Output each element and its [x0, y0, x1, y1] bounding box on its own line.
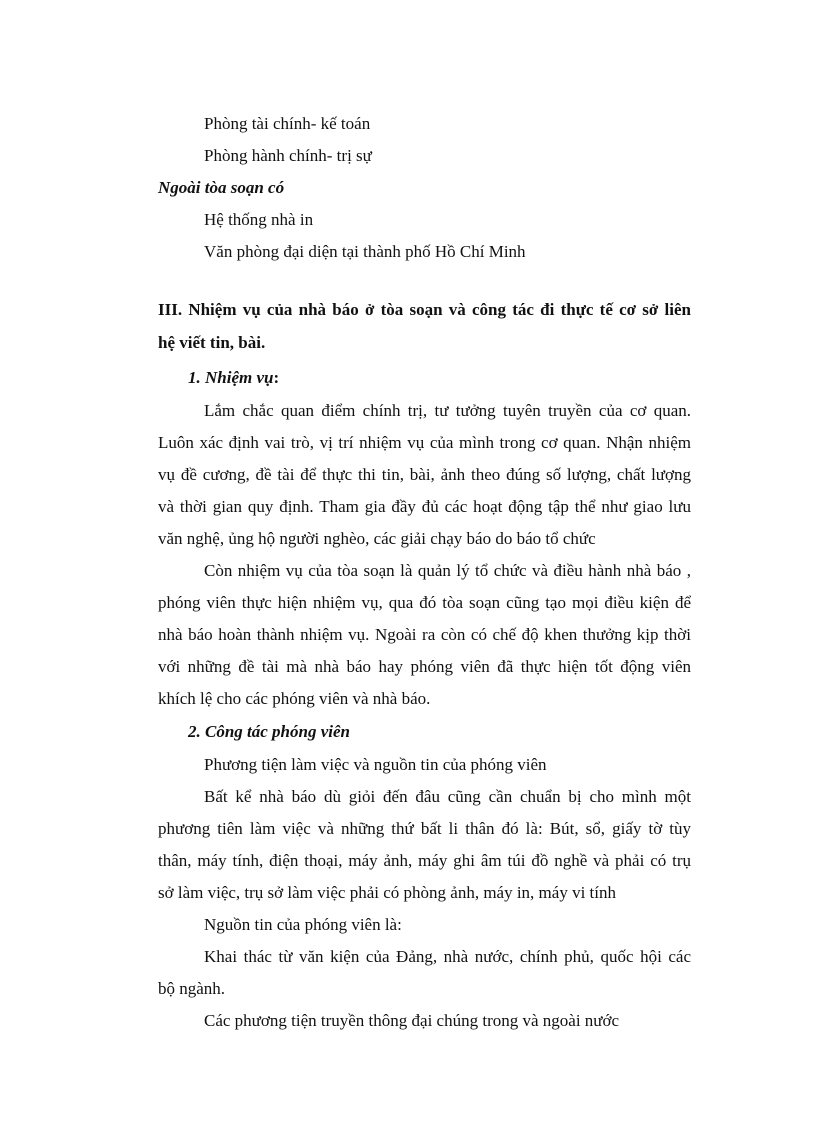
paragraph-line: bộ ngành. [158, 979, 226, 998]
paragraph-line: phóng viên thực hiện nhiệm vụ, qua đó tòa soạn cũng tạo mọi điều kiện để [158, 593, 691, 612]
section-heading-iii-cont: hệ viết tin, bài. [158, 333, 266, 352]
paragraph-line: Khai thác từ văn kiện của Đảng, nhà nước, chính phủ, quốc hội các [204, 947, 691, 966]
paragraph-line: Nguồn tin của phóng viên là: [204, 915, 402, 934]
subsection-heading-1 [188, 368, 279, 388]
list-item-admin-dept: Phòng hành chính- trị sự [204, 146, 372, 165]
paragraph-line: thân, máy tính, điện thoại, máy ảnh, máy ghi âm túi đồ nghề và phải có trụ [158, 851, 691, 870]
list-item-printing: Hệ thống nhà in [204, 210, 314, 229]
paragraph-line: Lắm chắc quan điểm chính trị, tư tưởng tuyên truyền của cơ quan. [204, 401, 691, 420]
subsection-heading-2: 2. Công tác phóng viên [188, 722, 350, 741]
paragraph-line: phương tiên làm việc và những thứ bất li thân đó là: Bút, sổ, giấy tờ tùy [158, 819, 691, 838]
paragraph-line: khích lệ cho các phóng viên và nhà báo. [158, 689, 431, 708]
paragraph-line: sở làm việc, trụ sở làm việc phải có phòng ảnh, máy in, máy vi tính [158, 883, 616, 902]
list-item-finance-dept: Phòng tài chính- kế toán [204, 114, 371, 133]
paragraph-line: và thời gian quy định. Tham gia đầy đủ các hoạt động tập thể như giao lưu [158, 497, 691, 516]
paragraph-line: Phương tiện làm việc và nguồn tin của phóng viên [204, 755, 547, 774]
paragraph-line: Bất kể nhà báo dù giỏi đến đâu cũng cần chuẩn bị cho mình một [204, 787, 691, 806]
list-item-hcm-office: Văn phòng đại diện tại thành phố Hồ Chí Minh [204, 242, 526, 261]
paragraph-line: nhà báo hoàn thành nhiệm vụ. Ngoài ra còn có chế độ khen thưởng kịp thời [158, 625, 691, 644]
paragraph-line: văn nghệ, ủng hộ người nghèo, các giải chạy báo do báo tổ chức [158, 529, 596, 548]
paragraph-line: Còn nhiệm vụ của tòa soạn là quản lý tổ chức và điều hành nhà báo , [204, 561, 691, 580]
paragraph-line: vụ đề cương, đề tài để thực thi tin, bài, ảnh theo đúng số lượng, chất lượng [158, 465, 691, 484]
subsection-heading-1-text: 1. Nhiệm vụ [188, 368, 274, 387]
subheading-outside-office: Ngoài tòa soạn có [158, 178, 285, 197]
subsection-heading-1-colon: : [273, 368, 280, 387]
section-heading-iii: III. Nhiệm vụ của nhà báo ở tòa soạn và công tác đi thực tế cơ sở liên [158, 300, 691, 319]
paragraph-line: với những đề tài mà nhà báo hay phóng viên đã thực hiện tốt động viên [158, 657, 691, 676]
paragraph-line: Luôn xác định vai trò, vị trí nhiệm vụ của mình trong cơ quan. Nhận nhiệm [158, 433, 691, 452]
paragraph-line: Các phương tiện truyền thông đại chúng trong và ngoài nước [204, 1011, 620, 1030]
